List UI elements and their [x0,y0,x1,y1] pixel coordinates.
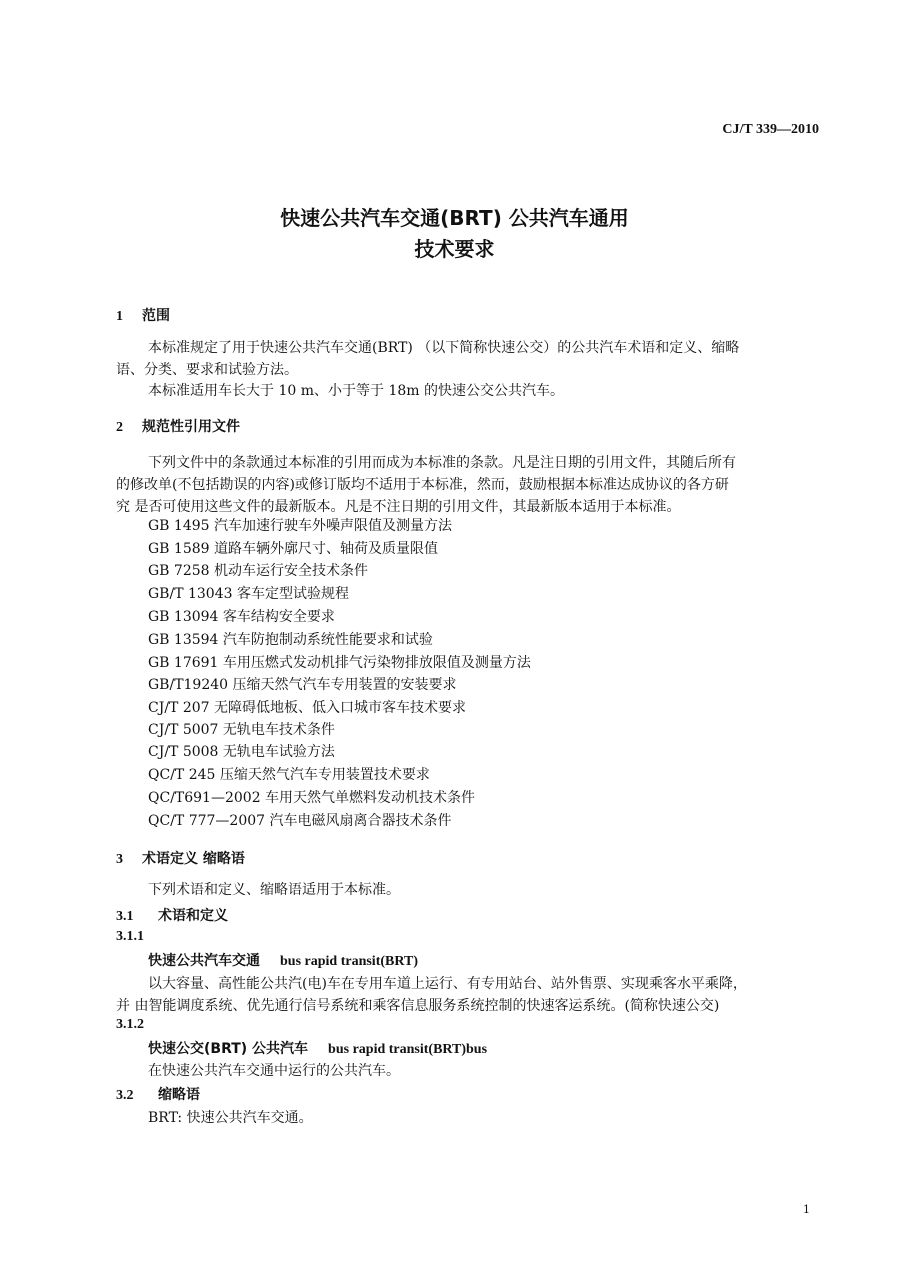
page-number: 1 [803,1203,810,1216]
section-title: 范围 [142,308,170,324]
reference-item: GB 1589 道路车辆外廓尺寸、轴荷及质量限值 [148,541,438,557]
section-title: 规范性引用文件 [142,419,240,435]
term-heading [148,950,418,970]
term-definition: 在快速公共汽车交通中运行的公共汽车。 [148,1063,400,1079]
section-number: 3 [116,852,123,867]
term-chinese: 快速公交(BRT) 公共汽车 [148,1041,309,1057]
section-3-heading [116,848,245,868]
reference-item: CJ/T 207 无障碍低地板、低入口城市客车技术要求 [148,700,466,716]
section-number: 2 [116,420,123,435]
reference-item: CJ/T 5008 无轨电车试验方法 [148,744,335,760]
section-3-1-heading [116,905,228,925]
section-number: 3.2 [116,1088,134,1103]
section-number: 1 [116,309,123,324]
reference-item: CJ/T 5007 无轨电车技术条件 [148,722,335,738]
reference-item: QC/T 245 压缩天然气汽车专用装置技术要求 [148,767,430,783]
term-english: bus rapid transit(BRT)bus [328,1042,488,1057]
section-title: 术语和定义 [158,908,228,924]
section-2-intro-line-1: 下列文件中的条款通过本标准的引用而成为本标准的条款。凡是注日期的引用文件，其随后所有 [148,455,736,471]
term-number: 3.1.2 [116,1017,144,1032]
document-title-line-2: 技术要求 [414,237,495,261]
term-definition-line-1: 以大容量、高性能公共汽(电)车在专用车道上运行、有专用站台、站外售票、实现乘客水平乘降， [148,976,747,992]
section-2-intro-line-3: 究 是否可使用这些文件的最新版本。凡是不注日期的引用文件，其最新版本适用于本标准。 [116,499,681,515]
term-definition-line-2: 并 由智能调度系统、优先通行信号系统和乘客信息服务系统控制的快速客运系统。(简称快速公交) [116,998,720,1014]
reference-item: GB/T19240 压缩天然气汽车专用装置的安装要求 [148,677,457,693]
reference-item: QC/T691—2002 车用天然气单燃料发动机技术条件 [148,790,476,806]
standard-code: CJ/T 339—2010 [722,122,819,137]
term-number: 3.1.1 [116,929,144,944]
section-3-2-heading [116,1084,200,1104]
reference-item: GB 1495 汽车加速行驶车外噪声限值及测量方法 [148,518,452,534]
section-3-intro: 下列术语和定义、缩略语适用于本标准。 [148,882,400,898]
abbreviation-item: BRT: 快速公共汽车交通。 [148,1110,313,1126]
section-title: 术语定义 缩略语 [142,851,245,867]
section-1-heading [116,305,170,325]
section-1-paragraph-2: 本标准适用车长大于 10 m、小于等于 18m 的快速公交公共汽车。 [148,383,564,399]
document-title-line-1: 快速公共汽车交通(BRT) 公共汽车通用 [280,206,629,230]
reference-item: GB 13594 汽车防抱制动系统性能要求和试验 [148,632,433,648]
section-number: 3.1 [116,909,134,924]
reference-item: GB 7258 机动车运行安全技术条件 [148,563,369,579]
term-english: bus rapid transit(BRT) [280,954,418,969]
reference-item: QC/T 777—2007 汽车电磁风扇离合器技术条件 [148,813,452,829]
reference-item: GB 13094 客车结构安全要求 [148,609,335,625]
section-1-paragraph-1-line-1: 本标准规定了用于快速公共汽车交通(BRT) （以下简称快速公交）的公共汽车术语和定义、缩略 [148,340,740,356]
section-2-heading [116,416,240,436]
section-2-intro-line-2: 的修改单(不包括勘误的内容)或修订版均不适用于本标准，然而，鼓励根据本标准达成协议的各方研 [116,477,729,493]
term-chinese: 快速公共汽车交通 [148,953,260,969]
section-title: 缩略语 [158,1087,200,1103]
term-heading [148,1038,487,1058]
section-1-paragraph-1-line-2: 语、分类、要求和试验方法。 [116,362,298,378]
reference-item: GB 17691 车用压燃式发动机排气污染物排放限值及测量方法 [148,655,531,671]
reference-item: GB/T 13043 客车定型试验规程 [148,586,349,602]
